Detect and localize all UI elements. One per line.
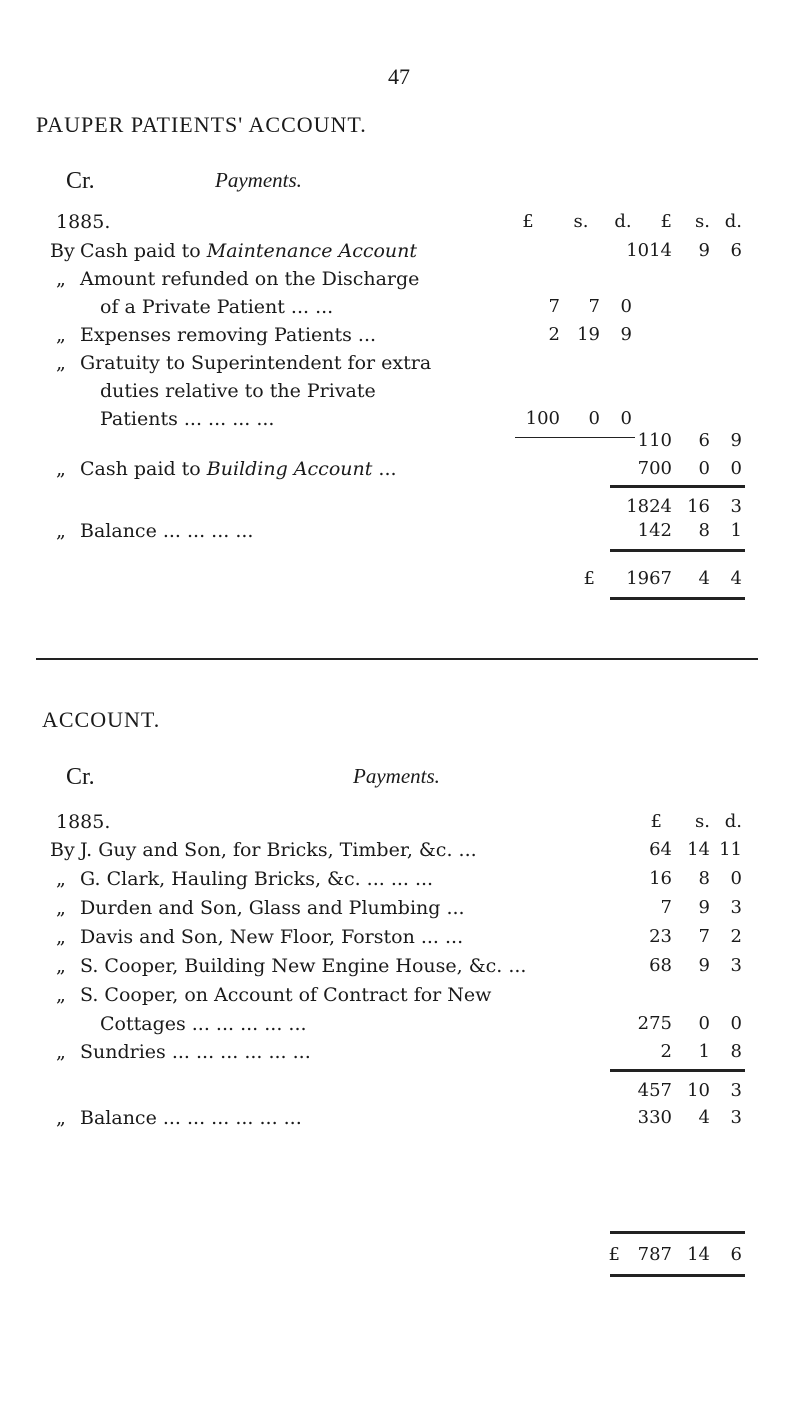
amt-pounds: 68 [649,955,672,976]
row-text: Durden and Son, Glass and Plumbing ... [80,897,465,919]
row-text: G. Clark, Hauling Bricks, &c. ... ... ... [80,868,434,890]
amt-pounds: 16 [649,868,672,889]
row-text: Patients ... ... ... ... [100,408,275,430]
amt-pence: 0 [730,1013,742,1034]
section-divider [36,658,758,660]
amt-shillings: 14 [687,839,710,860]
row-text: Sundries ... ... ... ... ... ... [80,1041,311,1063]
inner-shillings: 0 [588,408,600,429]
row-prefix: By [50,240,75,262]
amt-pence: 6 [730,1244,742,1265]
amt-shillings: 9 [698,897,710,918]
amt-shillings: 7 [698,926,710,947]
page-number: 47 [388,64,410,89]
cr-label: Cr. [66,764,95,790]
hdr-inner-pence: d. [614,211,632,232]
outer-pence: 1 [730,520,742,541]
row-text: duties relative to the Private [100,380,376,402]
amt-pounds: 457 [637,1080,672,1101]
section-title-pauper: PAUPER PATIENTS' ACCOUNT. [36,112,367,137]
outer-pence: 6 [730,240,742,261]
amt-shillings: 10 [687,1080,710,1101]
subtotal-rule [610,1069,745,1072]
row-prefix: By [50,839,75,861]
amt-shillings: 4 [698,1107,710,1128]
outer-pence: 4 [730,568,742,589]
outer-pounds: 110 [637,430,672,451]
row-text: S. Cooper, Building New Engine House, &c. ... [80,955,527,977]
inner-pounds: 100 [525,408,560,429]
row-text: Cottages ... ... ... ... ... [100,1013,307,1035]
inner-shillings: 19 [577,324,600,345]
outer-shillings: 4 [698,568,710,589]
row-prefix: „ [56,897,66,919]
inner-pence: 9 [620,324,632,345]
inner-pence: 0 [620,296,632,317]
amt-pence: 3 [730,1107,742,1128]
row-prefix: „ [56,352,66,374]
row-text: Davis and Son, New Floor, Forston ... ... [80,926,464,948]
hdr-outer-pence: d. [724,211,742,232]
hdr-pounds: £ [650,811,662,832]
row-prefix: „ [56,458,66,480]
row-prefix: „ [56,984,66,1006]
row-text: of a Private Patient ... ... [100,296,334,318]
row-text: Balance ... ... ... ... ... ... [80,1107,302,1129]
row-prefix: „ [56,268,66,290]
total-rule-bottom [610,1274,745,1277]
amt-shillings: 8 [698,868,710,889]
row-prefix: „ [56,926,66,948]
inner-pounds: 7 [548,296,560,317]
row-prefix: „ [56,1041,66,1063]
outer-shillings: 9 [698,240,710,261]
amt-pounds: 787 [637,1244,672,1265]
amt-pounds: 275 [637,1013,672,1034]
row-prefix: „ [56,1107,66,1129]
outer-pounds: 1967 [626,568,672,589]
year-label: 1885. [56,211,111,233]
section-title-account: ACCOUNT. [42,707,161,732]
total-sign: £ [583,568,595,589]
amt-shillings: 14 [687,1244,710,1265]
hdr-inner-pounds: £ [522,211,534,232]
row-prefix: „ [56,324,66,346]
total-rule-top [610,1231,745,1234]
amt-pence: 2 [730,926,742,947]
outer-pence: 9 [730,430,742,451]
row-prefix: „ [56,520,66,542]
outer-pounds: 1824 [626,496,672,517]
row-prefix: „ [56,868,66,890]
row-text: Cash paid to Maintenance Account [80,240,418,262]
amt-pounds: 330 [637,1107,672,1128]
row-text: Amount refunded on the Discharge [80,268,420,290]
amt-pence: 3 [730,1080,742,1101]
payments-heading: Payments. [353,764,440,788]
inner-pounds: 2 [548,324,560,345]
hdr-outer-shillings: s. [695,211,710,232]
inner-shillings: 7 [588,296,600,317]
amt-shillings: 1 [698,1041,710,1062]
row-text: J. Guy and Son, for Bricks, Timber, &c. ... [80,839,477,861]
cr-label: Cr. [66,168,95,194]
subtotal-rule [610,485,745,488]
inner-pence: 0 [620,408,632,429]
row-text: Gratuity to Superintendent for extra [80,352,432,374]
outer-pence: 0 [730,458,742,479]
amt-shillings: 0 [698,1013,710,1034]
amt-pence: 3 [730,955,742,976]
outer-shillings: 6 [698,430,710,451]
outer-pounds: 700 [637,458,672,479]
outer-pounds: 142 [637,520,672,541]
total-rule-bottom [610,597,745,600]
row-text: Cash paid to Building Account ... [80,458,397,480]
outer-shillings: 0 [698,458,710,479]
amt-pence: 3 [730,897,742,918]
row-text: Balance ... ... ... ... [80,520,254,542]
amt-pounds: 7 [660,897,672,918]
amt-pounds: 2 [660,1041,672,1062]
hdr-shillings: s. [695,811,710,832]
outer-pence: 3 [730,496,742,517]
row-text: S. Cooper, on Account of Contract for New [80,984,492,1006]
hdr-outer-pounds: £ [660,211,672,232]
amt-pence: 8 [730,1041,742,1062]
payments-heading: Payments. [215,168,302,192]
hdr-inner-shillings: s. [573,211,589,232]
amt-pounds: 64 [649,839,672,860]
amt-shillings: 9 [698,955,710,976]
outer-shillings: 8 [698,520,710,541]
outer-shillings: 16 [687,496,710,517]
amt-pence: 0 [730,868,742,889]
hdr-pence: d. [724,811,742,832]
row-text: Expenses removing Patients ... [80,324,377,346]
total-sign: £ [608,1244,620,1265]
row-prefix: „ [56,955,66,977]
amt-pounds: 23 [649,926,672,947]
year-label: 1885. [56,811,111,833]
outer-pounds: 1014 [626,240,672,261]
amt-pence: 11 [719,839,742,860]
total-rule-top [610,549,745,552]
